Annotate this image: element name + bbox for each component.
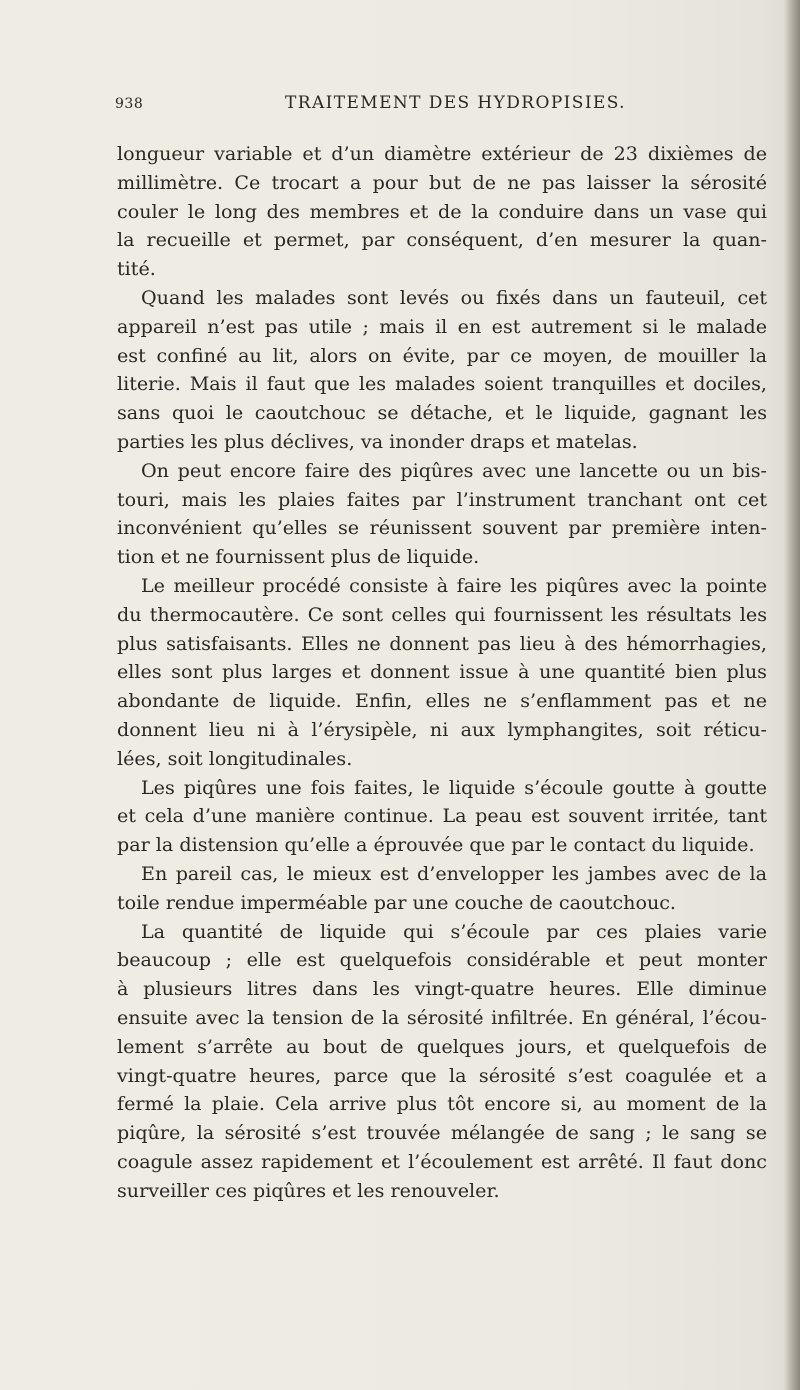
text-line: appareil n’est pas utile ; mais il en est autrement si le malade [117,314,767,338]
text-line: En pareil cas, le mieux est d’envelopper les jambes avec de la [141,861,767,885]
page-header [115,90,765,120]
text-line: donnent lieu ni à l’érysipèle, ni aux lymphangites, soit réticu- [117,717,767,741]
text-line: inconvénient qu’elles se réunissent souvent par première inten- [117,516,767,540]
text-line: la recueille et permet, par conséquent, d’en mesurer la quan- [117,228,767,252]
text-line: parties les plus déclives, va inonder draps et matelas. [117,429,638,453]
text-line: toile rendue imperméable par une couche de caoutchouc. [117,890,677,914]
text-line: elles sont plus larges et donnent issue à une quantité bien plus [117,660,767,684]
page-number: 938 [115,96,144,112]
text-line: surveiller ces piqûres et les renouveler. [117,1178,500,1202]
text-line: On peut encore faire des piqûres avec une lancette ou un bis- [141,458,767,482]
text-line: beaucoup ; elle est quelquefois considérable et peut monter [117,948,767,972]
body-text [117,140,767,1205]
text-line: touri, mais les plaies faites par l’instrument tranchant ont cet [117,487,767,511]
text-line: à plusieurs litres dans les vingt-quatre heures. Elle diminue [117,977,767,1001]
text-line: tité. [117,257,156,281]
text-line: lement s’arrête au bout de quelques jours, et quelquefois de [117,1034,767,1058]
page-edge-shadow [784,0,800,1390]
text-line: couler le long des membres et de la conduire dans un vase qui [117,199,767,223]
text-line: millimètre. Ce trocart a pour but de ne pas laisser la sérosité [117,170,767,194]
paragraph [117,457,767,572]
text-line: par la distension qu’elle a éprouvée que par le contact du liquide. [117,833,755,857]
text-line: Quand les malades sont levés ou fixés dans un fauteuil, cet [141,285,767,309]
text-line: fermé la plaie. Cela arrive plus tôt encore si, au moment de la [117,1092,767,1116]
text-line: literie. Mais il faut que les malades soient tranquilles et dociles, [117,372,767,396]
paragraph [117,860,767,918]
paragraph [117,284,767,457]
text-line: ensuite avec la tension de la sérosité infiltrée. En général, l’écou- [117,1005,767,1029]
text-line: abondante de liquide. Enfin, elles ne s’enflamment pas et ne [117,689,767,713]
text-line: vingt-quatre heures, parce que la sérosité s’est coagulée et a [117,1063,767,1087]
running-title: TRAITEMENT DES HYDROPISIES. [285,93,626,113]
text-line: Les piqûres une fois faites, le liquide s’écoule goutte à goutte [141,775,767,799]
text-line: sans quoi le caoutchouc se détache, et le liquide, gagnant les [117,401,767,425]
paragraph [117,572,767,774]
text-line: La quantité de liquide qui s’écoule par ces plaies varie [141,919,767,943]
text-line: lées, soit longitudinales. [117,746,353,770]
text-line: plus satisfaisants. Elles ne donnent pas lieu à des hémorrhagies, [117,631,767,655]
paragraph [117,918,767,1206]
paragraph [117,140,767,284]
text-line: du thermocautère. Ce sont celles qui fournissent les résultats les [117,602,767,626]
text-line: et cela d’une manière continue. La peau est souvent irritée, tant [117,804,767,828]
text-line: piqûre, la sérosité s’est trouvée mélangée de sang ; le sang se [117,1121,767,1145]
text-line: Le meilleur procédé consiste à faire les piqûres avec la pointe [141,573,767,597]
text-line: est confiné au lit, alors on évite, par ce moyen, de mouiller la [117,343,767,367]
paragraph [117,774,767,860]
text-line: tion et ne fournissent plus de liquide. [117,545,480,569]
text-line: coagule assez rapidement et l’écoulement est arrêté. Il faut donc [117,1149,767,1173]
text-line: longueur variable et d’un diamètre extérieur de 23 dixièmes de [117,142,767,165]
